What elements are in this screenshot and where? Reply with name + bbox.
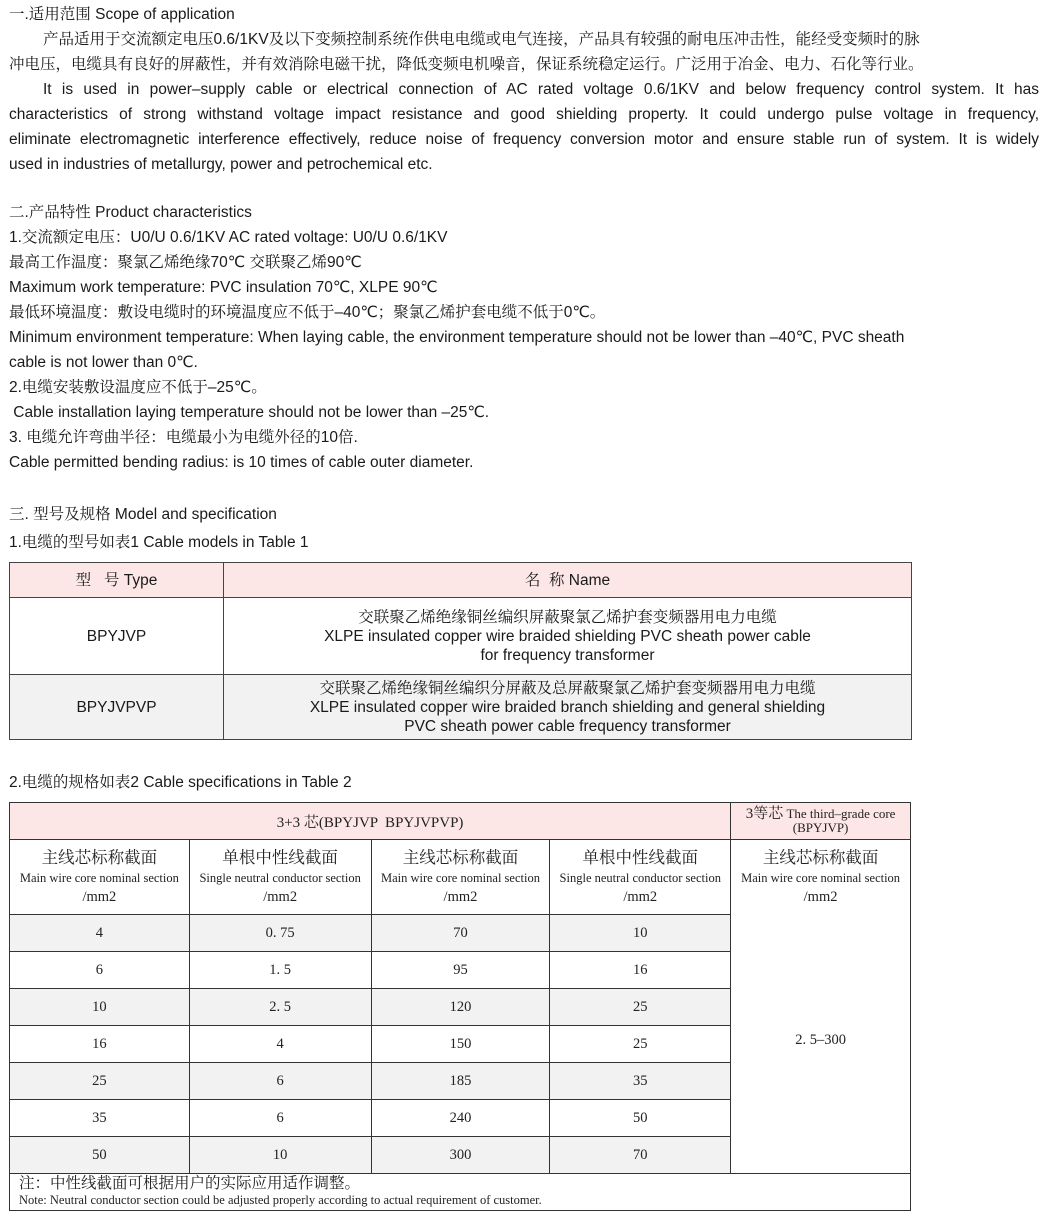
table1-header-name: 名 称 Name [224, 563, 912, 598]
col-label-cn: 单根中性线截面 [582, 848, 698, 867]
section1-para-en-line2: characteristics of strong withstand voltage impact resistance and good shielding property. It could undergo pulse voltage in frequency, [9, 106, 1039, 123]
col-label-cn: 主线芯标称截面 [402, 848, 519, 867]
cell: 185 [371, 1063, 550, 1100]
section1-para-cn-line2: 冲电压，电缆具有良好的屏蔽性，并有效消除电磁干扰，降低变频电机噪音，保证系统稳定运行。广泛用于冶金、电力、石化等行业。 [9, 56, 924, 73]
cell: 10 [189, 1137, 371, 1174]
section2-line: 最高工作温度：聚氯乙烯绝缘70℃ 交联聚乙烯90℃ [9, 254, 362, 271]
cell: 0. 75 [189, 915, 371, 952]
group-third-grade-core [731, 803, 911, 840]
cell: 95 [371, 952, 550, 989]
model-name-en-1: XLPE insulated copper wire braided branch shielding and general shielding [309, 698, 826, 716]
note-cn: 注：中性线截面可根据用户的实际应用适作调整。 [19, 1175, 361, 1192]
model-name [224, 598, 912, 675]
cell: 1. 5 [189, 952, 371, 989]
cell: 6 [189, 1063, 371, 1100]
model-name-en-2: PVC sheath power cable frequency transformer [404, 717, 731, 735]
model-name-en-1: XLPE insulated copper wire braided shielding PVC sheath power cable [324, 627, 811, 645]
section1-para-cn-line1: 产品适用于交流额定电压0.6/1KV及以下变频控制系统作供电电缆或电气连接，产品具有较强的耐电压冲击性，能经受变频时的脉 [43, 31, 920, 48]
table-row [10, 675, 912, 740]
col-unit: /mm2 [263, 889, 298, 905]
col-label-cn: 主线芯标称截面 [41, 848, 158, 867]
col-unit: /mm2 [803, 889, 838, 905]
col-unit: /mm2 [623, 889, 658, 905]
cell: 6 [189, 1100, 371, 1137]
section2-line: 最低环境温度：敷设电缆时的环境温度应不低于–40℃；聚氯乙烯护套电缆不低于0℃。 [9, 304, 606, 321]
cell: 6 [10, 952, 190, 989]
col-main-core-2 [371, 840, 550, 915]
model-name [224, 675, 912, 740]
cell: 4 [189, 1026, 371, 1063]
cell: 50 [10, 1137, 190, 1174]
table-row [10, 598, 912, 675]
third-grade-en: The third–grade core [783, 806, 896, 821]
section2-heading: 二.产品特性 Product characteristics [9, 204, 252, 221]
cell: 50 [550, 1100, 731, 1137]
cell: 120 [371, 989, 550, 1026]
section2-line: 3. 电缆允许弯曲半径：电缆最小为电缆外径的10倍. [9, 429, 358, 446]
table2-caption: 2.电缆的规格如表2 Cable specifications in Table 2 [9, 774, 352, 791]
third-grade-range: 2. 5–300 [795, 1031, 846, 1048]
section2-line: cable is not lower than 0℃. [9, 354, 198, 371]
cell: 2. 5 [189, 989, 371, 1026]
col-label-en: Main wire core nominal section [380, 871, 540, 885]
cable-models-table [9, 562, 912, 740]
third-grade-cn: 3等芯 [745, 806, 784, 822]
section3-heading: 三. 型号及规格 Model and specification [9, 506, 277, 523]
cell: 35 [550, 1063, 731, 1100]
section2-line: 2.电缆安装敷设温度应不低于–25℃。 [9, 379, 267, 396]
col-label-en: Single neutral conductor section [559, 871, 721, 885]
cell: 10 [10, 989, 190, 1026]
model-name-cn: 交联聚乙烯绝缘铜丝编织分屏蔽及总屏蔽聚氯乙烯护套变频器用电力电缆 [319, 679, 816, 697]
cell: 150 [371, 1026, 550, 1063]
cell: 25 [550, 1026, 731, 1063]
col-label-cn: 单根中性线截面 [222, 848, 338, 867]
section2-line: Minimum environment temperature: When laying cable, the environment temperature should not be lower than –40℃, PVC sheath [9, 329, 905, 346]
cell: 16 [550, 952, 731, 989]
table1-caption: 1.电缆的型号如表1 Cable models in Table 1 [9, 534, 309, 551]
section1-heading: 一.适用范围 Scope of application [9, 6, 235, 23]
section1-para-en-line3: eliminate electromagnetic interference effectively, reduce noise of frequency conversion motor and ensure stable run of system. It is widely [9, 131, 1039, 148]
third-grade-model: (BPYJVP) [792, 820, 849, 835]
section2-line: Cable permitted bending radius: is 10 times of cable outer diameter. [9, 454, 474, 471]
cell: 240 [371, 1100, 550, 1137]
cell: 16 [10, 1026, 190, 1063]
cell: 35 [10, 1100, 190, 1137]
section2-line: Cable installation laying temperature should not be lower than –25℃. [9, 404, 490, 421]
col-neutral-1 [189, 840, 371, 915]
model-type: BPYJVP [10, 598, 224, 675]
third-grade-column [731, 840, 911, 1174]
col-unit: /mm2 [443, 889, 478, 905]
cell: 10 [550, 915, 731, 952]
col-label-en: Main wire core nominal section [19, 871, 179, 885]
note-en: Note: Neutral conductor section could be adjusted properly according to actual requirement of customer. [19, 1193, 542, 1207]
col-neutral-2 [550, 840, 731, 915]
col-label-cn: 主线芯标称截面 [762, 848, 879, 867]
cell: 70 [371, 915, 550, 952]
table1-header-type: 型 号 Type [10, 563, 224, 598]
col-main-core-1 [10, 840, 190, 915]
cell: 300 [371, 1137, 550, 1174]
col-label-en: Single neutral conductor section [199, 871, 361, 885]
cell: 70 [550, 1137, 731, 1174]
model-name-cn: 交联聚乙烯绝缘铜丝编织屏蔽聚氯乙烯护套变频器用电力电缆 [358, 608, 777, 626]
cell: 4 [10, 915, 190, 952]
section2-line: 1.交流额定电压：U0/U 0.6/1KV AC rated voltage: U0/U 0.6/1KV [9, 229, 448, 246]
cell: 25 [550, 989, 731, 1026]
section1-para-en-line4: used in industries of metallurgy, power and petrochemical etc. [9, 156, 433, 173]
model-type: BPYJVPVP [10, 675, 224, 740]
col-unit: /mm2 [82, 889, 117, 905]
section2-line: Maximum work temperature: PVC insulation 70℃, XLPE 90℃ [9, 279, 438, 296]
table-note [10, 1174, 911, 1211]
section1-para-en-line1: It is used in power–supply cable or electrical connection of AC rated voltage 0.6/1KV and below frequency control system. It has [43, 81, 1039, 98]
model-name-en-2: for frequency transformer [480, 646, 655, 664]
table-note-row [10, 1174, 911, 1211]
cell: 25 [10, 1063, 190, 1100]
group-3plus3-core: 3+3 芯(BPYJVP BPYJVPVP) [10, 803, 731, 840]
cable-specifications-table [9, 802, 911, 1211]
col-label-en: Main wire core nominal section [741, 871, 901, 885]
